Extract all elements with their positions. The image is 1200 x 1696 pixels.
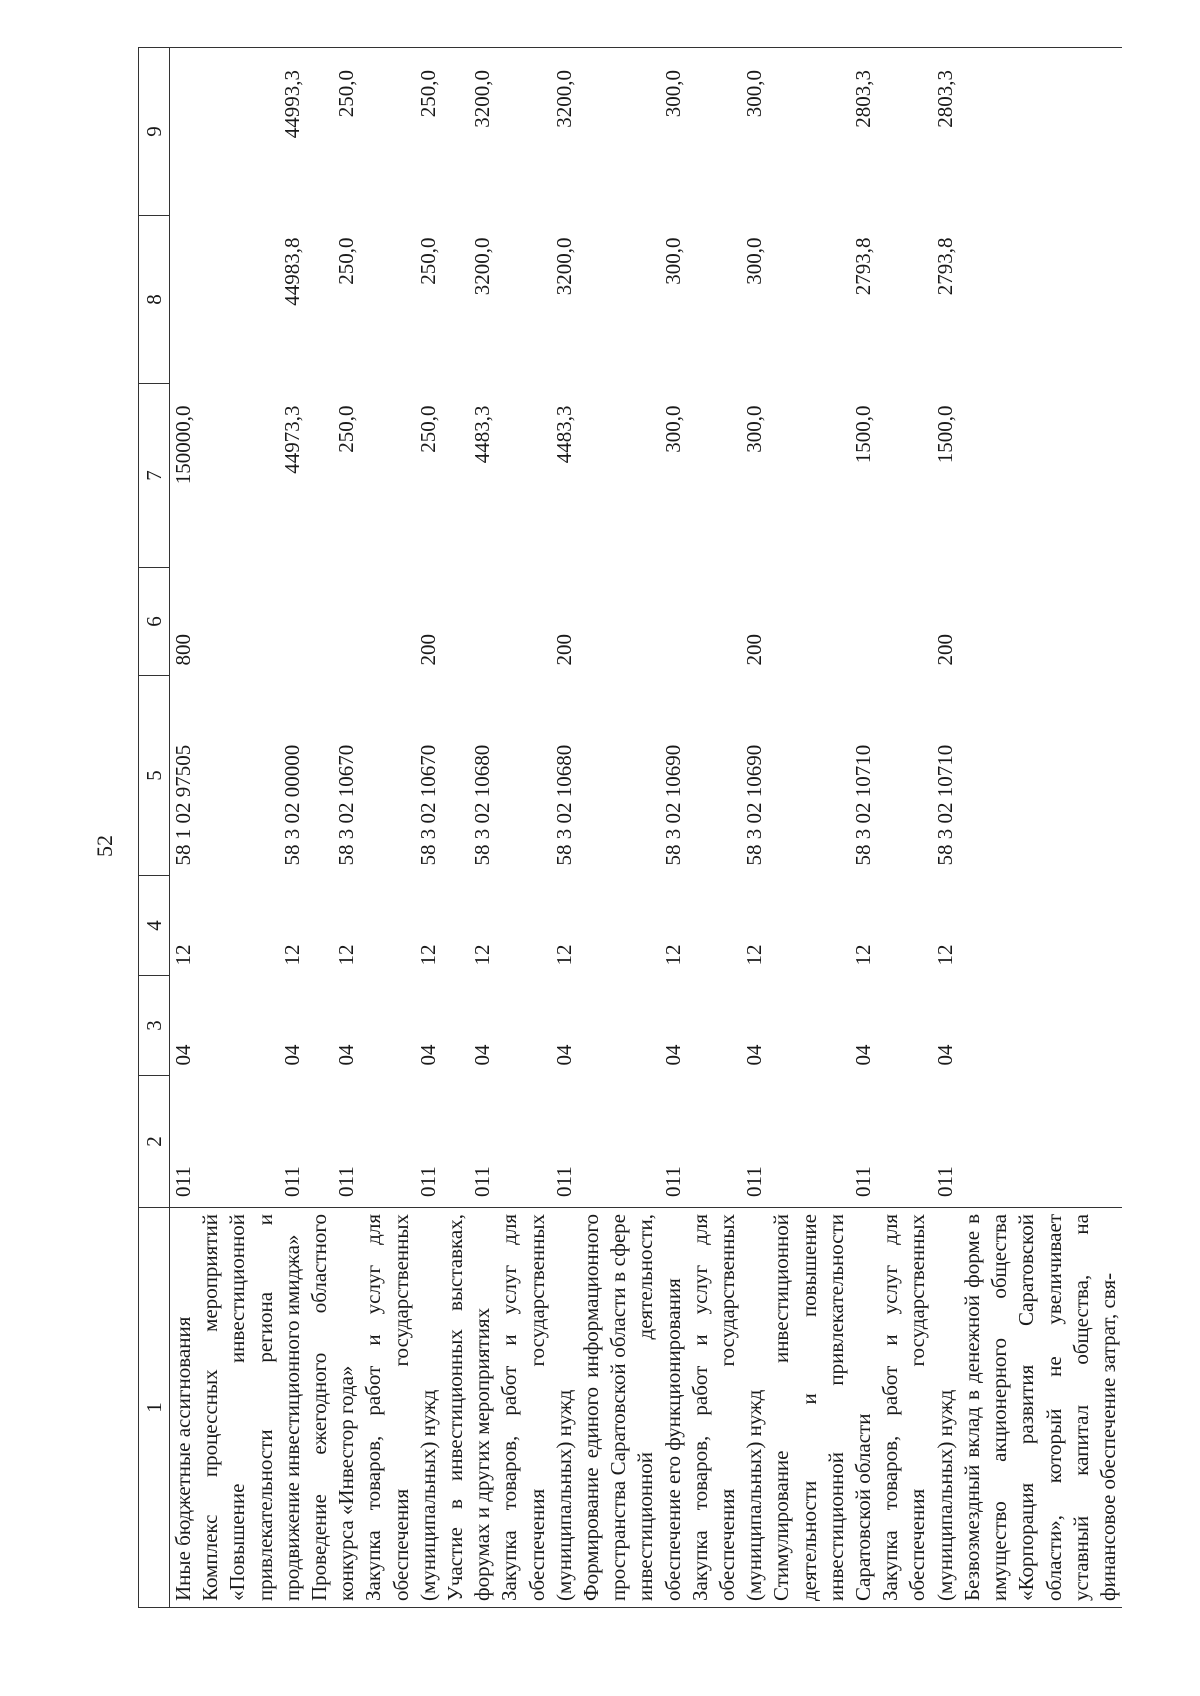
table-row	[578, 48, 687, 1608]
cell-year-3: 3200,0	[552, 70, 577, 128]
table-row	[170, 48, 198, 1608]
cell-year-2: 2793,8	[851, 237, 876, 296]
cell-year-1: 1500,0	[932, 405, 957, 464]
cell-target-article: 58 3 02 10670	[334, 744, 359, 866]
cell-year-2: 250,0	[416, 237, 441, 285]
cell-ministry: 011	[334, 1166, 359, 1197]
row-name: Безвозмездный вклад в денежной форме в имущество акционерного общества «Корпорация развития Саратовской области», который не увеличивает уставный капитал общества, на финансовое обеспечение затрат, свя-	[959, 1208, 1122, 1608]
cell-ministry: 011	[660, 1166, 685, 1197]
cell-expense-type	[959, 568, 1122, 676]
column-header: 6	[139, 568, 170, 676]
cell-expense-type: 200	[552, 634, 577, 666]
column-header: 9	[139, 48, 170, 216]
cell-year-1: 150000,0	[171, 405, 196, 485]
cell-ministry: 011	[416, 1166, 441, 1197]
cell-section: 04	[932, 1044, 957, 1066]
column-header: 2	[139, 1076, 170, 1208]
cell-section: 04	[851, 1044, 876, 1066]
column-header: 1	[139, 1208, 170, 1608]
cell-year-3: 2803,3	[851, 70, 876, 128]
cell-year-2: 250,0	[334, 237, 359, 285]
cell-ministry	[959, 1076, 1122, 1208]
cell-target-article	[959, 676, 1122, 876]
cell-target-article: 58 1 02 97505	[171, 744, 196, 866]
table-row	[306, 48, 360, 1608]
cell-year-1: 250,0	[416, 405, 441, 453]
table-row	[360, 48, 442, 1608]
cell-year-2: 3200,0	[552, 237, 577, 296]
cell-ministry: 011	[280, 1166, 305, 1197]
cell-section: 04	[280, 1044, 305, 1066]
cell-year-2: 300,0	[660, 237, 685, 285]
cell-year-2: 3200,0	[470, 237, 495, 296]
cell-subsection: 12	[171, 944, 196, 966]
row-name: Стимулирование инвестиционной деятельности и повышение инвестиционной привлекательности Саратовской области	[768, 1208, 877, 1608]
cell-target-article: 58 3 02 10670	[416, 744, 441, 866]
cell-subsection: 12	[660, 944, 685, 966]
cell-year-3: 44993,3	[280, 70, 305, 139]
cell-year-3: 300,0	[742, 70, 767, 118]
cell-year-3: 300,0	[660, 70, 685, 118]
row-name: Закупка товаров, работ и услуг для обеспечения государственных (муниципальных) нужд	[877, 1208, 959, 1608]
row-name: Комплекс процессных мероприятий «Повышение инвестиционной привлекательности региона и продвижение инвестиционного имиджа»	[197, 1208, 306, 1608]
cell-subsection: 12	[552, 944, 577, 966]
cell-ministry: 011	[851, 1166, 876, 1197]
cell-year-1: 4483,3	[552, 405, 577, 464]
cell-section: 04	[416, 1044, 441, 1066]
cell-expense-type: 200	[932, 634, 957, 666]
row-name: Формирование единого информационного пространства Саратовской области в сфере инвестиционной деятельности, обеспечение его функционирования	[578, 1208, 687, 1608]
cell-year-1: 300,0	[742, 405, 767, 453]
cell-section: 04	[470, 1044, 495, 1066]
row-name: Иные бюджетные ассигнования	[170, 1208, 198, 1608]
cell-expense-type	[578, 568, 687, 676]
cell-year-2	[959, 216, 1122, 384]
cell-section: 04	[660, 1044, 685, 1066]
cell-section: 04	[552, 1044, 577, 1066]
cell-target-article: 58 3 02 10680	[552, 744, 577, 866]
row-name: Проведение ежегодного областного конкурса «Инвестор года»	[306, 1208, 360, 1608]
cell-target-article: 58 3 02 10690	[660, 744, 685, 866]
cell-section: 04	[334, 1044, 359, 1066]
table-row	[768, 48, 877, 1608]
cell-year-3: 3200,0	[470, 70, 495, 128]
table-row	[877, 48, 959, 1608]
cell-ministry: 011	[552, 1166, 577, 1197]
column-header: 8	[139, 216, 170, 384]
cell-year-3: 2803,3	[932, 70, 957, 128]
cell-year-1: 250,0	[334, 405, 359, 453]
cell-target-article: 58 3 02 00000	[280, 744, 305, 866]
cell-expense-type: 200	[742, 634, 767, 666]
cell-subsection	[959, 876, 1122, 976]
cell-target-article: 58 3 02 10680	[470, 744, 495, 866]
column-header: 4	[139, 876, 170, 976]
cell-year-2: 300,0	[742, 237, 767, 285]
cell-target-article: 58 3 02 10710	[851, 744, 876, 866]
cell-section	[959, 976, 1122, 1076]
cell-ministry: 011	[171, 1166, 196, 1197]
header-row	[139, 48, 170, 1608]
column-header: 3	[139, 976, 170, 1076]
budget-table	[138, 47, 1122, 1608]
cell-target-article: 58 3 02 10710	[932, 744, 957, 866]
cell-ministry: 011	[932, 1166, 957, 1197]
cell-subsection: 12	[932, 944, 957, 966]
cell-subsection: 12	[851, 944, 876, 966]
cell-year-2: 2793,8	[932, 237, 957, 296]
cell-subsection: 12	[470, 944, 495, 966]
row-name: Участие в инвестиционных выставках, форумах и других мероприятиях	[442, 1208, 496, 1608]
row-name: Закупка товаров, работ и услуг для обеспечения государственных (муниципальных) нужд	[687, 1208, 769, 1608]
row-name: Закупка товаров, работ и услуг для обеспечения государственных (муниципальных) нужд	[496, 1208, 578, 1608]
cell-expense-type: 200	[416, 634, 441, 666]
column-header: 5	[139, 676, 170, 876]
table-row	[959, 48, 1122, 1608]
cell-year-1: 1500,0	[851, 405, 876, 464]
column-header: 7	[139, 384, 170, 568]
page-number: 52	[92, 835, 117, 857]
cell-expense-type	[442, 568, 496, 676]
table-row	[496, 48, 578, 1608]
row-name: Закупка товаров, работ и услуг для обеспечения государственных (муниципальных) нужд	[360, 1208, 442, 1608]
cell-expense-type	[306, 568, 360, 676]
cell-subsection: 12	[280, 944, 305, 966]
cell-section: 04	[171, 1044, 196, 1066]
cell-year-3	[959, 48, 1122, 216]
cell-subsection: 12	[334, 944, 359, 966]
cell-subsection: 12	[416, 944, 441, 966]
cell-year-1: 44973,3	[280, 405, 305, 474]
cell-year-1: 300,0	[660, 405, 685, 453]
table-row	[197, 48, 306, 1608]
cell-expense-type: 800	[171, 634, 196, 666]
cell-ministry: 011	[742, 1166, 767, 1197]
table-row	[687, 48, 769, 1608]
cell-year-3: 250,0	[416, 70, 441, 118]
cell-section: 04	[742, 1044, 767, 1066]
cell-year-1: 4483,3	[470, 405, 495, 464]
cell-year-3	[170, 48, 198, 216]
cell-year-1	[959, 384, 1122, 568]
table-row	[442, 48, 496, 1608]
cell-expense-type	[197, 568, 306, 676]
cell-subsection: 12	[742, 944, 767, 966]
cell-target-article: 58 3 02 10690	[742, 744, 767, 866]
cell-year-2	[170, 216, 198, 384]
cell-year-2: 44983,8	[280, 237, 305, 306]
cell-ministry: 011	[470, 1166, 495, 1197]
cell-expense-type	[768, 568, 877, 676]
cell-year-3: 250,0	[334, 70, 359, 118]
